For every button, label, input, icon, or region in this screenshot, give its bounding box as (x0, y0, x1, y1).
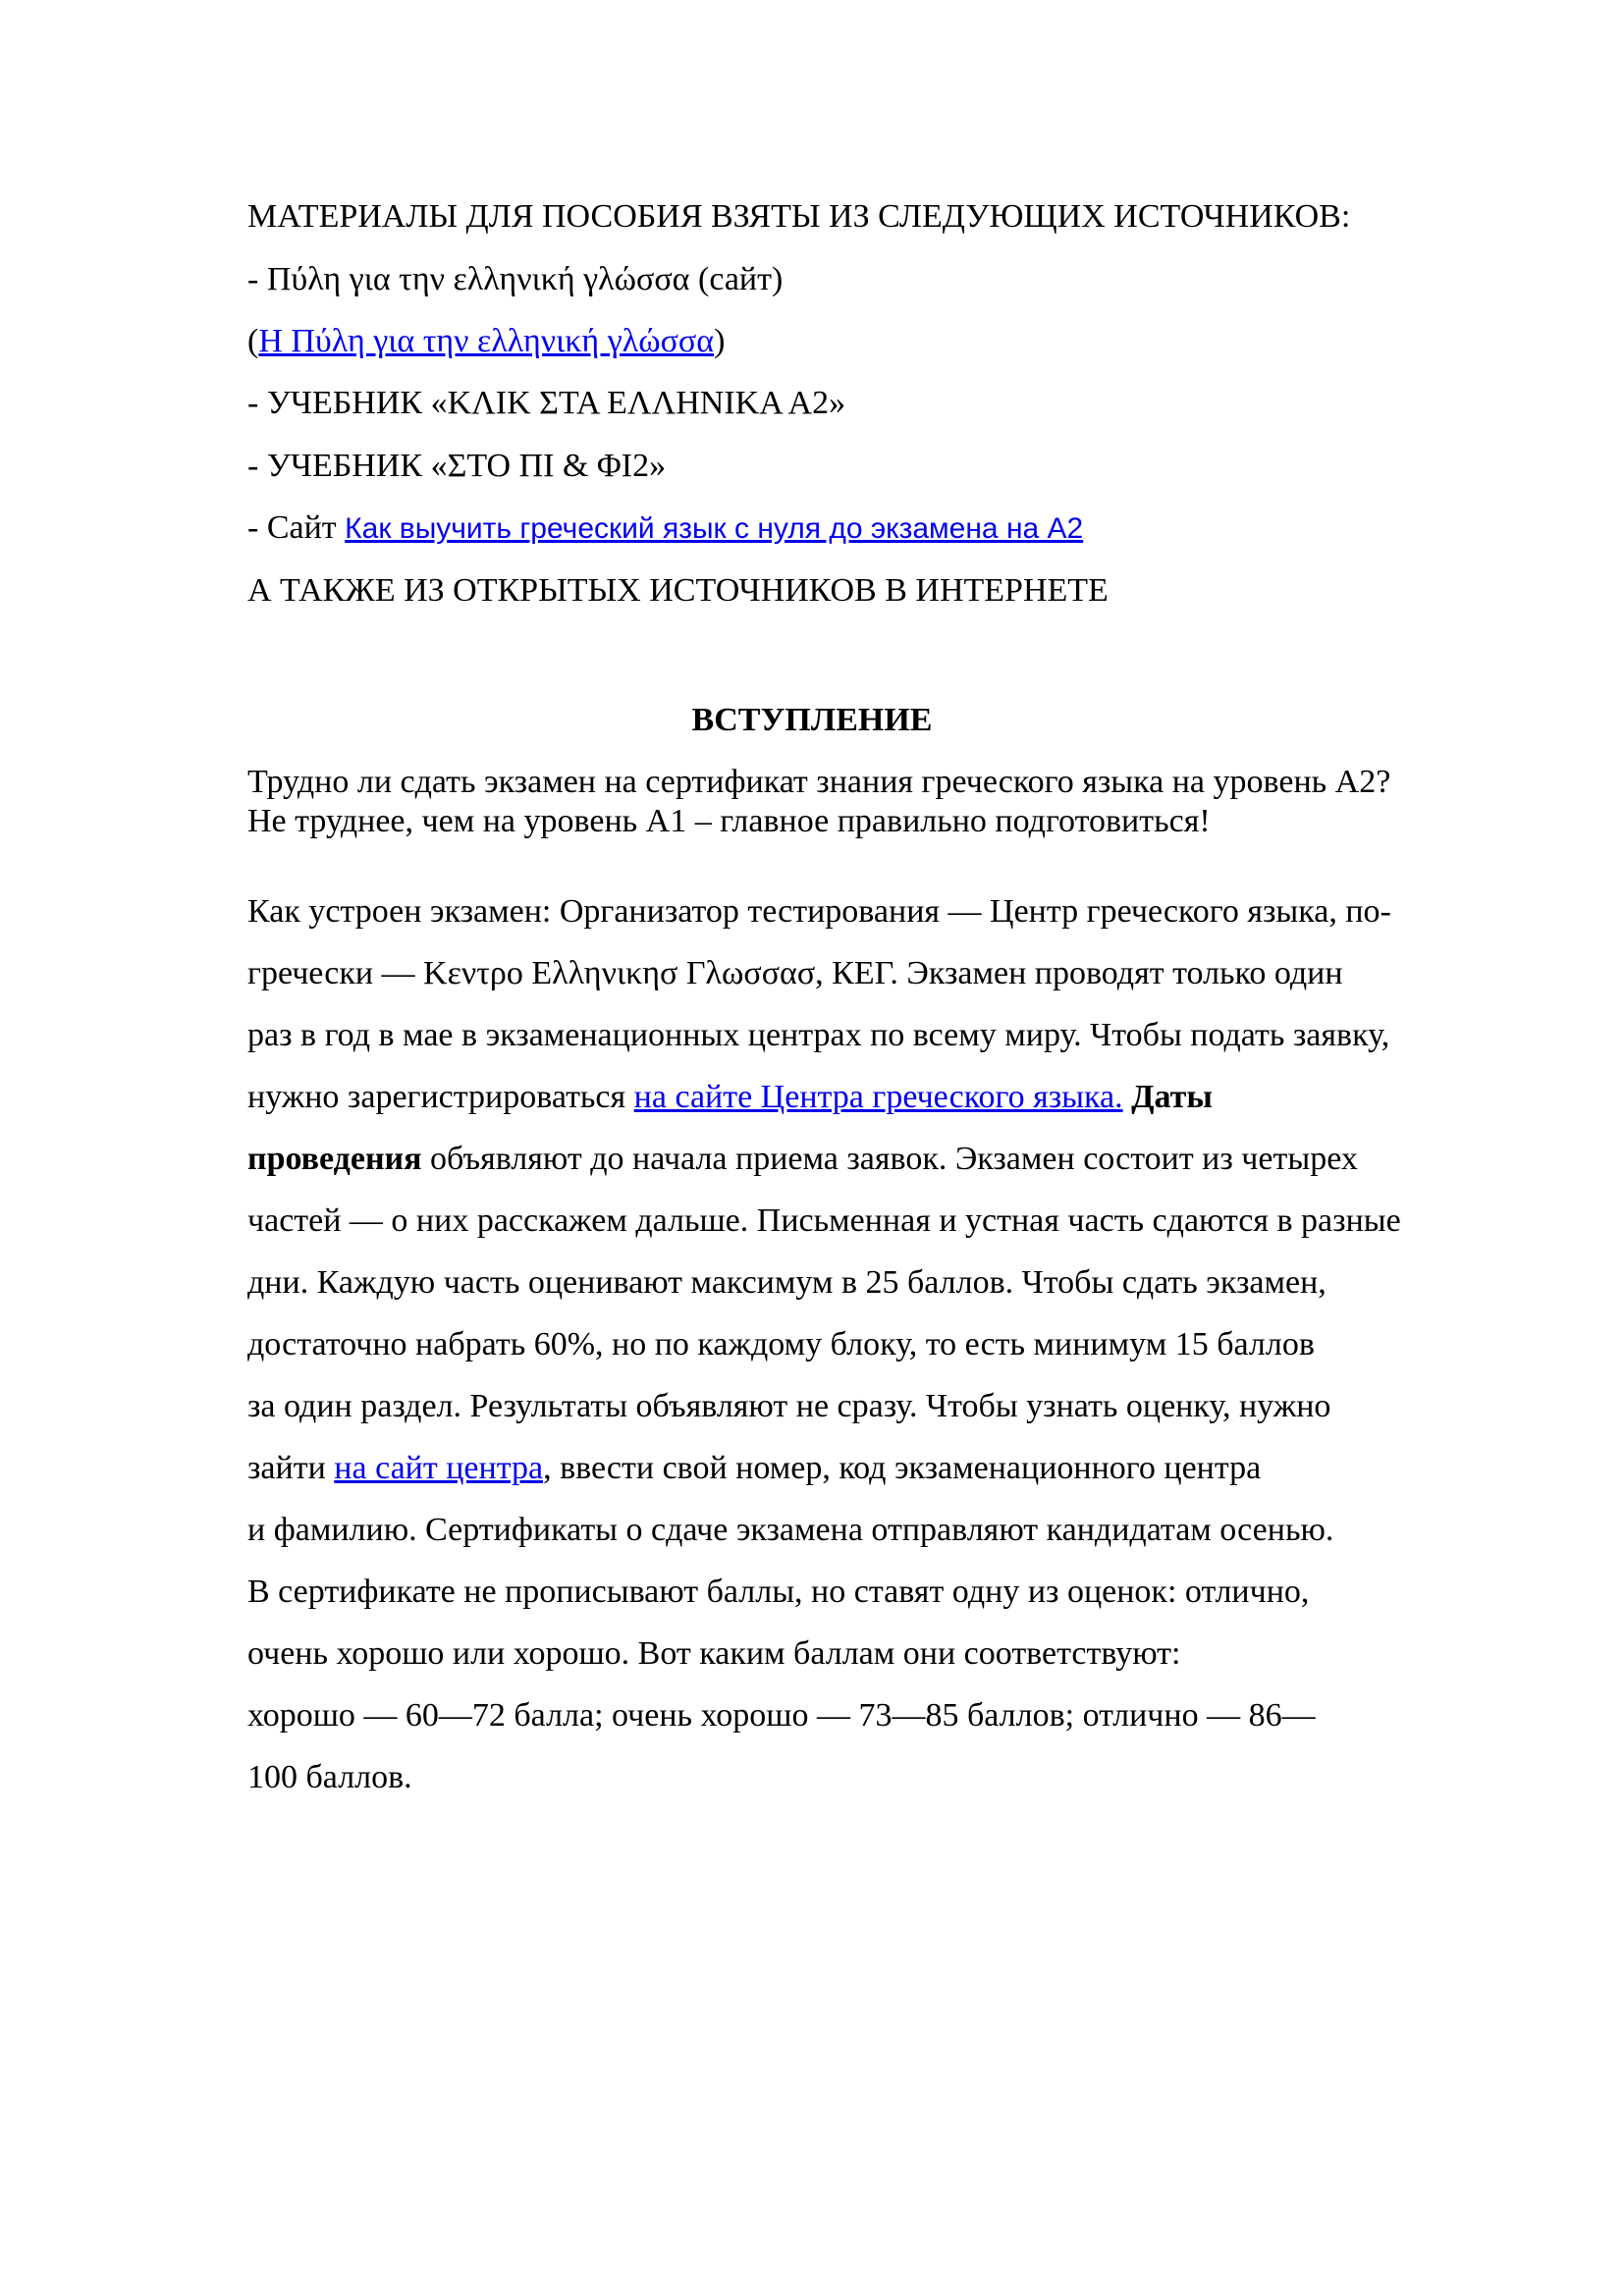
dates-bold-end: проведения (247, 1141, 422, 1177)
body-line-5 (247, 1140, 1358, 1179)
greek-language-center-link[interactable]: на сайте Центра греческого языка. (633, 1079, 1123, 1115)
intro-heading: ВСТУПЛЕНИЕ (691, 702, 933, 738)
sources-footer: А ТАКЖЕ ИЗ ОТКРЫТЫХ ИСТОЧНИКОВ В ИНТЕРНЕТЕ (247, 572, 1109, 609)
paren-open: ( (247, 323, 259, 359)
body-line-6: частей — о них расскажем дальше. Письменная и устная часть сдаются в разные (247, 1202, 1401, 1239)
body-line-4 (247, 1078, 1213, 1117)
paren-close: ) (714, 323, 726, 359)
site-link[interactable]: Как выучить греческий язык с нуля до экзамена на А2 (345, 512, 1084, 545)
dates-bold-start: Даты (1122, 1079, 1213, 1115)
body-line-8: достаточно набрать 60%, но по каждому блоку, то есть минимум 15 баллов (247, 1326, 1315, 1362)
body-line-4-text: нужно зарегистрироваться (247, 1079, 634, 1115)
body-line-3: раз в год в мае в экзаменационных центрах по всему миру. Чтобы подать заявку, (247, 1017, 1390, 1053)
body-line-1: Как устроен экзамен: Организатор тестирования — Центр греческого языка, по- (247, 893, 1391, 930)
site-prefix: - Сайт (247, 509, 346, 546)
body-line-15: 100 баллов. (247, 1759, 412, 1795)
body-line-5-text: объявляют до начала приема заявок. Экзамен состоит из четырех (421, 1141, 1358, 1177)
body-line-10 (247, 1449, 1261, 1488)
source-item-portal-link-line (247, 322, 725, 361)
portal-link[interactable]: Η Πύλη για την ελληνική γλώσσα (258, 323, 715, 359)
body-line-7: дни. Каждую часть оценивают максимум в 25 баллов. Чтобы сдать экзамен, (247, 1264, 1326, 1301)
intro-question-line2: Не труднее, чем на уровень А1 – главное правильно подготовиться! (247, 803, 1211, 839)
intro-question-line1: Трудно ли сдать экзамен на сертификат знания греческого языка на уровень А2? (247, 764, 1391, 800)
body-line-14: хорошо — 60—72 балла; очень хорошо — 73—85 баллов; отлично — 86— (247, 1697, 1316, 1734)
body-line-11: и фамилию. Сертификаты о сдаче экзамена отправляют кандидатам осенью. (247, 1512, 1334, 1548)
sources-title: МАТЕРИАЛЫ ДЛЯ ПОСОБИЯ ВЗЯТЫ ИЗ СЛЕДУЮЩИХ ИСТОЧНИКОВ: (247, 198, 1351, 235)
source-item-portal: - Πύλη για την ελληνική γλώσσα (сайт) (247, 261, 784, 297)
body-line-12: В сертификате не прописывают баллы, но ставят одну из оценок: отлично, (247, 1574, 1310, 1610)
body-line-13: очень хорошо или хорошо. Вот каким баллам они соответствуют: (247, 1635, 1181, 1672)
source-item-textbook-sto-pi: - УЧЕБНИК «ΣΤΟ ΠΙ & ΦΙ2» (247, 448, 667, 484)
body-line-2: гречески — Κεντρο Ελληνικησ Γλωσσασ, КЕГ. Экзамен проводят только один (247, 955, 1343, 991)
source-item-textbook-klik: - УЧЕБНИК «ΚΛΙΚ ΣΤΑ ΕΛΛΗΝΙΚΑ Α2» (247, 385, 846, 421)
source-item-site (247, 508, 1083, 549)
body-line-10-text: зайти (247, 1450, 335, 1486)
body-line-9: за один раздел. Результаты объявляют не сразу. Чтобы узнать оценку, нужно (247, 1388, 1331, 1424)
body-line-10-rest: , ввести свой номер, код экзаменационного центра (543, 1450, 1262, 1486)
center-site-link[interactable]: на сайт центра (334, 1450, 544, 1486)
